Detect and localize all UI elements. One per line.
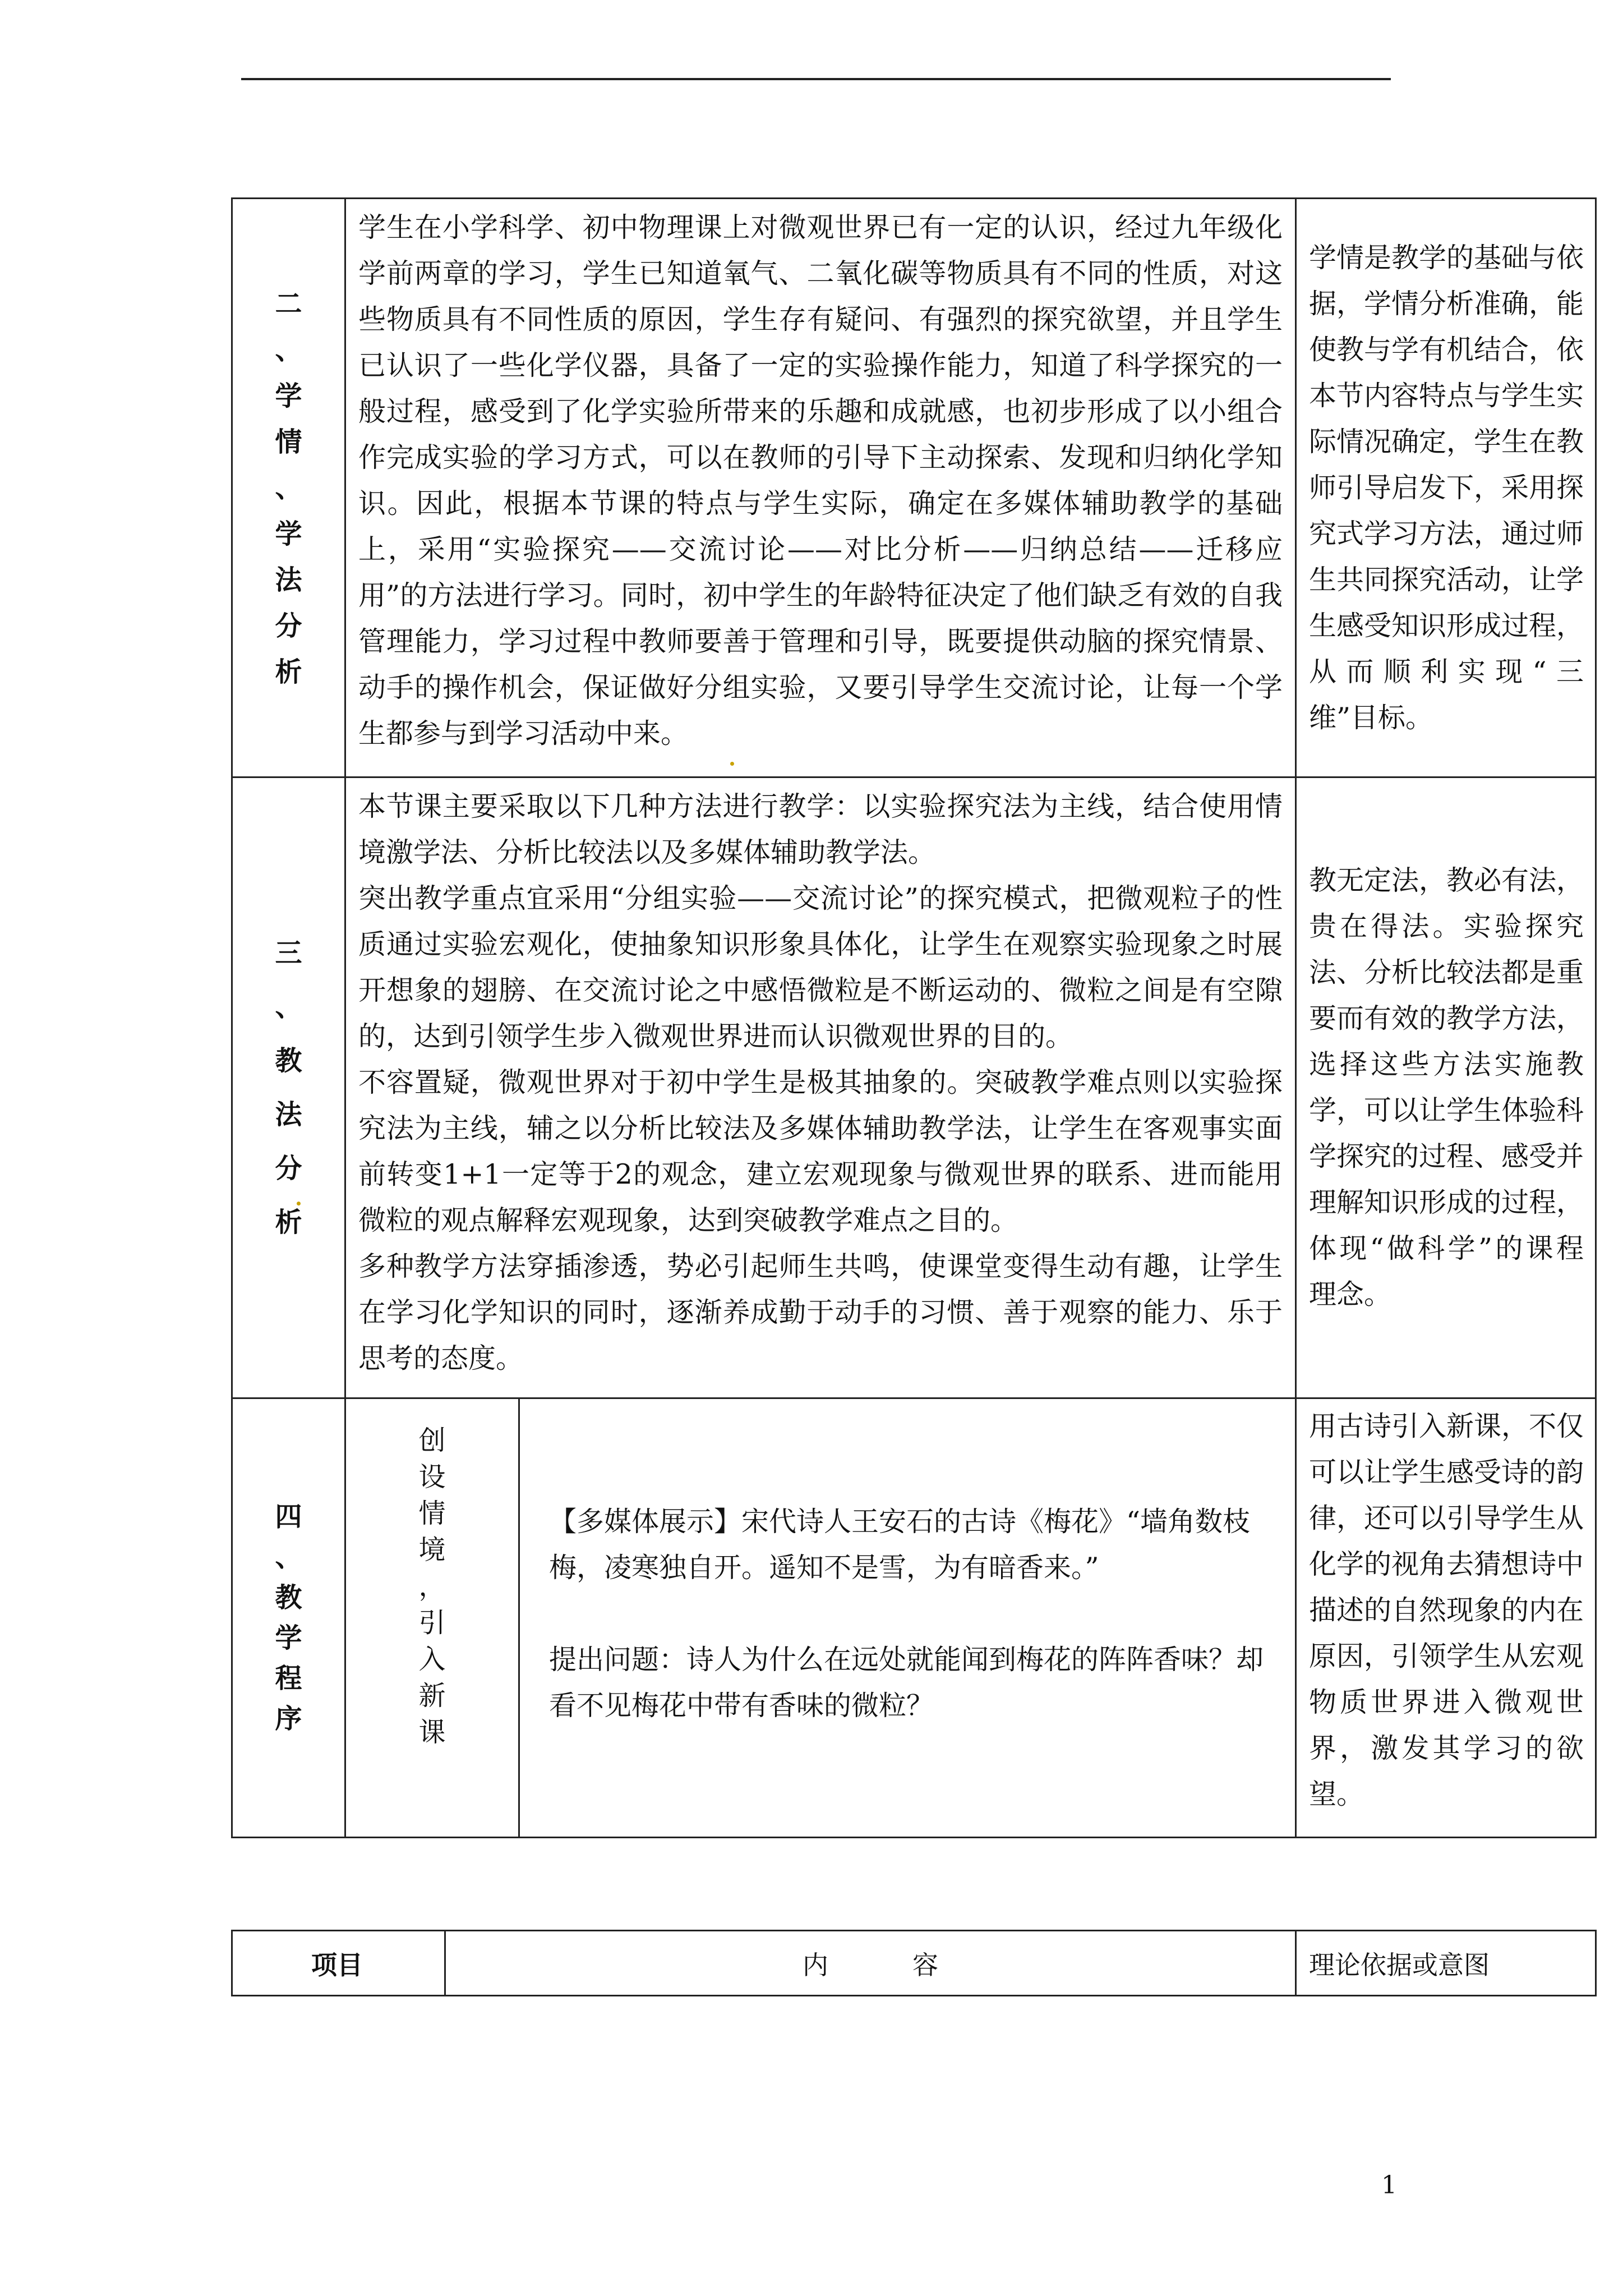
section-label-char: 二 [275,288,302,320]
section-three-paragraph: 多种教学方法穿插渗透，势必引起师生共鸣，使课堂变得生动有趣，让学生在学习化学知识的同时，逐渐养成勤于动手的习惯、善于观察的能力、乐于思考的态度。 [358,1250,1283,1374]
section-label-char: 教 [275,1582,302,1613]
section-label-char: 序 [275,1703,302,1734]
question-text: 提出问题：诗人为什么在远处就能闻到梅花的阵阵香味？却看不见梅花中带有香味的微粒？ [549,1644,1264,1722]
section-two-rationale-cell [1296,199,1596,777]
section-label-char: 分 [275,1153,302,1184]
multimedia-display-text: 【多媒体展示】宋代诗人王安石的古诗《梅花》“墙角数枝梅，凌寒独自开。遥知不是雪，为有暗香来。” [549,1506,1251,1584]
section-label-char: 情 [275,426,302,458]
section-two-label-text [272,281,306,695]
section-three-paragraph: 突出教学重点宜采用“分组实验——交流讨论”的探究模式，把微观粒子的性质通过实验宏观化，使抽象知识形象具体化，让学生在观察实验现象之时展开想象的翅膀、在交流讨论之中感悟微粒是不断运动的、微粒之间是有空隙的，达到引领学生步入微观世界进而认识微观世界的目的。 [358,882,1283,1052]
header-rule [241,78,1391,80]
step-topic-char: 境 [418,1534,446,1566]
yellow-dot-mark [730,762,734,766]
section-two-content: 学生在小学科学、初中物理课上对微观世界已有一定的认识，经过九年级化学前两章的学习，学生已知道氧气、二氧化碳等物质具有不同的性质，对这些物质具有不同性质的原因，学生存有疑问、有强烈的探究欲望，并且学生已认识了一些化学仪器，具备了一定的实验操作能力，知道了科学探究的一般过程，感受到了化学实验所带来的乐趣和成就感，也初步形成了以小组合作完成实验的学习方式，可以在教师的引导下主动探索、发现和归纳化学知识。因此，根据本节课的特点与学生实际，确定在多媒体辅助教学的基础上，采用“实验探究——交流讨论——对比分析——归纳总结——迁移应用”的方法进行学习。同时，初中学生的年龄特征决定了他们缺乏有效的自我管理能力，学习过程中教师要善于管理和引导，既要提供动脑的探究情景、动手的操作机会，保证做好分组实验，又要引导学生交流讨论，让每一个学生都参与到学习活动中来。 [358,211,1283,749]
section-label-char: 、 [275,472,302,504]
section-label-char: 、 [275,991,302,1023]
section-label-char: 学 [275,518,302,550]
section-label-char: 法 [275,564,302,596]
header-row [232,1931,1596,1996]
section-three-paragraph: 不容置疑，微观世界对于初中学生是极其抽象的。突破教学难点则以实验探究法为主线，辅之以分析比较法及多媒体辅助教学法，让学生在客观事实面前转变1+1一定等于2的观念，建立宏观现象与微观世界的联系、进而能用微粒的观点解释宏观现象，达到突破教学难点之目的。 [358,1066,1283,1236]
lesson-plan-table [231,197,1597,1838]
row-teaching-method [232,777,1596,1398]
section-four-rationale-cell [1296,1398,1596,1838]
row-student-analysis [232,199,1596,777]
step-topic-cell [345,1398,519,1838]
step-topic-char: 引 [418,1607,446,1639]
section-three-content-cell [345,777,1296,1398]
header-content-b: 容 [912,1949,938,1980]
step-topic-char: 新 [418,1680,446,1711]
section-label-char: 法 [275,1099,302,1130]
section-three-paragraph: 本节课主要采取以下几种方法进行教学：以实验探究法为主线，结合使用情境激学法、分析比较法以及多媒体辅助教学法。 [358,790,1283,868]
header-basis: 理论依据或意图 [1296,1931,1596,1996]
section-label-char: 程 [275,1663,302,1694]
step-topic-char: 入 [418,1644,446,1675]
step-topic-char: 创 [418,1425,446,1456]
section-label-char: 分 [275,610,302,642]
section-three-rationale-cell [1296,777,1596,1398]
yellow-dot-mark [297,1202,301,1205]
page-number: 1 [1381,2171,1397,2200]
section-label-char: 学 [275,380,302,412]
section-three-rationale: 教无定法，教必有法，贵在得法。实验探究法、分析比较法都是重要而有效的教学方法，选择这些方法实施教学，可以让学生体验科学探究的过程、感受并理解知识形成的过程，体现“做科学”的课程理念。 [1309,864,1584,1310]
section-two-content-cell [345,199,1296,777]
section-label-char: 、 [275,1542,302,1573]
section-label-char: 析 [275,1207,302,1238]
section-label-char: 四 [275,1501,302,1533]
header-item: 项目 [232,1931,445,1996]
section-label-char: 析 [275,656,302,688]
step-topic-text [416,1399,449,1751]
section-two-label [232,199,345,777]
section-four-rationale: 用古诗引入新课，不仅可以让学生感受诗的韵律，还可以引导学生从化学的视角去猜想诗中描述的自然现象的内在原因，引领学生从宏观物质世界进入微观世界，激发其学习的欲望。 [1309,1410,1584,1810]
step-topic-char: 设 [418,1461,446,1493]
section-label-char: 三 [275,937,302,969]
section-three-label-text [272,926,306,1249]
section-three-content [346,778,1295,1382]
step-topic-char: ， [418,1571,446,1602]
section-three-label [232,777,345,1398]
header-content-a: 内 [803,1949,828,1980]
section-label-char: 教 [275,1045,302,1076]
section-four-content [520,1399,1295,1729]
next-page-header-table [231,1930,1597,1996]
section-two-rationale: 学情是教学的基础与依据，学情分析准确，能使教与学有机结合，依本节内容特点与学生实际情况确定，学生在教师引导启发下，采用探究式学习方法，通过师生共同探究活动，让学生感受知识形成过程，从而顺利实现“三维”目标。 [1309,241,1584,734]
section-four-label-text [272,1497,306,1739]
section-four-content-cell [519,1398,1296,1838]
row-teaching-procedure [232,1398,1596,1838]
step-topic-char: 情 [418,1498,446,1529]
section-label-char: 学 [275,1622,302,1654]
step-topic-char: 课 [418,1717,446,1748]
section-four-label [232,1398,345,1838]
header-content [445,1931,1296,1996]
section-label-char: 、 [275,334,302,366]
